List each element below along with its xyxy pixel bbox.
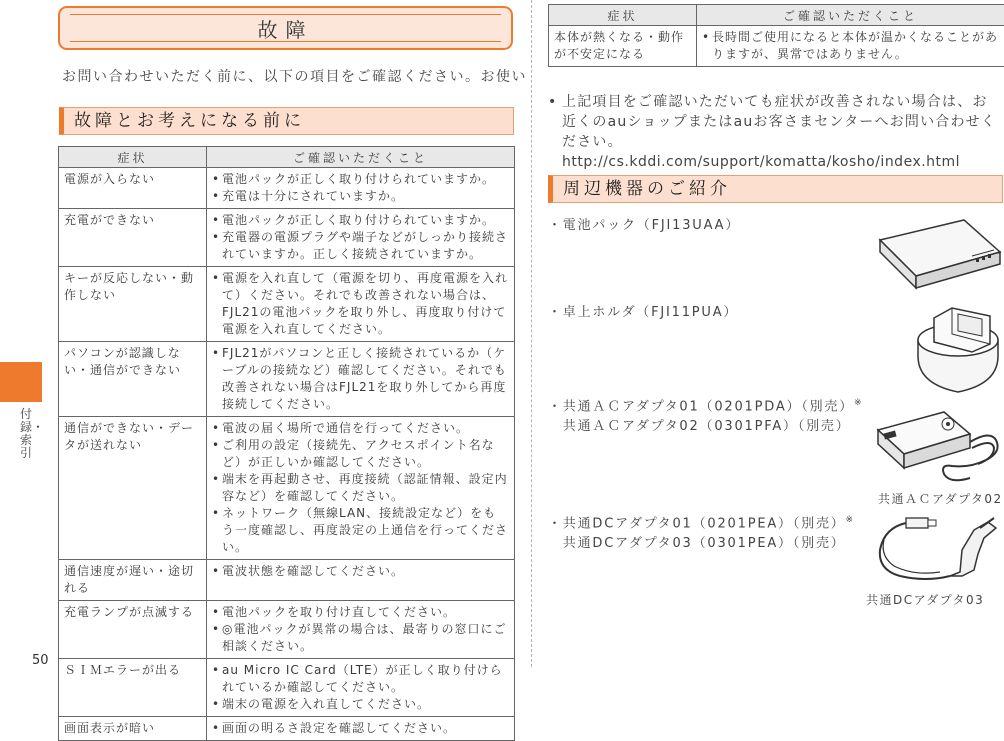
- dc-adapter-caption: 共通DCアダプタ03: [866, 591, 984, 608]
- support-note-text: 上記項目をご確認いただいても症状が改善されない場合は、お近くのauショップまたはauお客さまセンターへお問い合わせください。: [562, 94, 996, 150]
- battery-pack-image: [872, 214, 1004, 294]
- support-url[interactable]: http://cs.kddi.com/support/komatta/kosho/index.html: [562, 154, 960, 170]
- check-cell: [207, 417, 515, 560]
- check-item: • ご利用の設定（接続先、アクセスポイント名など）が正しいか確認してください。: [212, 437, 509, 471]
- symptom-cell: ＳＩＭエラーが出る: [59, 659, 207, 717]
- check-cell: [207, 168, 515, 209]
- table-row: [59, 417, 515, 560]
- chapter-tab: [0, 362, 42, 402]
- table-row: [59, 209, 515, 267]
- check-item: • 充電器の電源プラグや端子などがしっかり接続されていますか。正しく接続されていますか。: [212, 229, 509, 263]
- troubleshoot-table: [58, 146, 515, 741]
- table-row: [549, 26, 1004, 67]
- check-item: • 画面の明るさ設定を確認してください。: [212, 720, 509, 737]
- table-row: [59, 267, 515, 342]
- check-cell: [207, 267, 515, 342]
- table-row: [59, 342, 515, 417]
- symptom-cell: 画面表示が暗い: [59, 717, 207, 741]
- table-row: [59, 717, 515, 741]
- chapter-tab-label: 付録・索引: [20, 408, 36, 460]
- check-item: • FJL21がパソコンと正しく接続されているか（ケーブルの接続など）確認してください。それでも改善されない場合はFJL21を取り外してから再度接続してください。: [212, 345, 509, 413]
- check-cell: [207, 209, 515, 267]
- table-row: [59, 601, 515, 659]
- accessory-item: ・共通ＡＣアダプタ01（0201PDA）（別売）※ 共通ＡＣアダプタ02（0301PFA）（別売）: [548, 393, 863, 437]
- table-row: [59, 560, 515, 601]
- column-header-symptom: 症状: [59, 147, 207, 168]
- column-divider: [531, 0, 532, 667]
- intro-text: お問い合わせいただく前に、以下の項目をご確認ください。お使い: [62, 66, 527, 86]
- troubleshoot-table-continued: [548, 4, 1004, 67]
- table-row: [59, 659, 515, 717]
- column-header-check: ご確認いただくこと: [207, 147, 515, 168]
- section-heading-accessories: 周辺機器のご紹介: [548, 175, 1003, 203]
- symptom-cell: キーが反応しない・動作しない: [59, 267, 207, 342]
- check-cell: [207, 560, 515, 601]
- column-header-check: ご確認いただくこと: [697, 5, 1004, 26]
- symptom-cell: 電源が入らない: [59, 168, 207, 209]
- table-row: [59, 168, 515, 209]
- check-cell: [207, 659, 515, 717]
- check-item: • au Micro IC Card（LTE）が正しく取り付けられているか確認してください。: [212, 662, 509, 696]
- check-cell: [207, 601, 515, 659]
- dc-adapter-image: [870, 510, 1004, 590]
- column-header-symptom: 症状: [549, 5, 697, 26]
- check-cell: [697, 26, 1004, 67]
- check-item: • 電池パックが正しく取り付けられていますか。: [212, 212, 509, 229]
- check-item: • 電池パックを取り付け直してください。: [212, 604, 509, 621]
- symptom-cell: 充電ができない: [59, 209, 207, 267]
- symptom-cell: パソコンが認識しない・通信ができない: [59, 342, 207, 417]
- desktop-holder-image: [912, 300, 1004, 400]
- ac-adapter-caption: 共通ＡＣアダプタ02: [878, 490, 1003, 507]
- check-cell: [207, 342, 515, 417]
- troubleshoot-rows: [59, 168, 515, 741]
- check-item: • 電波の届く場所で通信を行ってください。: [212, 420, 509, 437]
- check-cell: [207, 717, 515, 741]
- accessory-item: ・卓上ホルダ（FJI11PUA）: [548, 303, 738, 323]
- section-heading-troubleshoot: 故障とお考えになる前に: [59, 107, 514, 135]
- symptom-cell: 充電ランプが点滅する: [59, 601, 207, 659]
- symptom-cell: 本体が熱くなる・動作が不安定になる: [549, 26, 697, 67]
- check-item: • ◎電池パックが異常の場合は、最寄りの窓口にご相談ください。: [212, 621, 509, 655]
- symptom-cell: 通信ができない・データが送れない: [59, 417, 207, 560]
- check-item: • 充電は十分にされていますか。: [212, 188, 509, 205]
- symptom-cell: 通信速度が遅い・途切れる: [59, 560, 207, 601]
- check-item: • 端末の電源を入れ直してください。: [212, 696, 509, 713]
- check-item: • 電波状態を確認してください。: [212, 563, 509, 580]
- accessory-item: ・電池パック（FJI13UAA）: [548, 216, 740, 236]
- accessory-item: ・共通DCアダプタ01（0201PEA）（別売）※ 共通DCアダプタ03（0301PEA）（別売）: [548, 510, 855, 554]
- check-item: • 端末を再起動させ、再度接続（認証情報、設定内容など）を確認してください。: [212, 471, 509, 505]
- ac-adapter-image: [874, 408, 1004, 488]
- chapter-title-box: [58, 6, 513, 50]
- page-number: 50: [32, 653, 49, 668]
- support-note: [548, 92, 1000, 172]
- check-item: • 電池パックが正しく取り付けられていますか。: [212, 171, 509, 188]
- check-item: • 長時間ご使用になると本体が温かくなることがありますが、異常ではありません。: [702, 29, 999, 63]
- check-item: • ネットワーク（無線LAN、接続設定など）をもう一度確認し、再度設定の上通信を行ってください。: [212, 505, 509, 556]
- check-item: • 電源を入れ直して（電源を切り、再度電源を入れて）ください。それでも改善されない場合は、FJL21の電池パックを取り外し、再度取り付けて電源を入れ直してください。: [212, 270, 509, 338]
- chapter-title: 故障: [70, 14, 501, 42]
